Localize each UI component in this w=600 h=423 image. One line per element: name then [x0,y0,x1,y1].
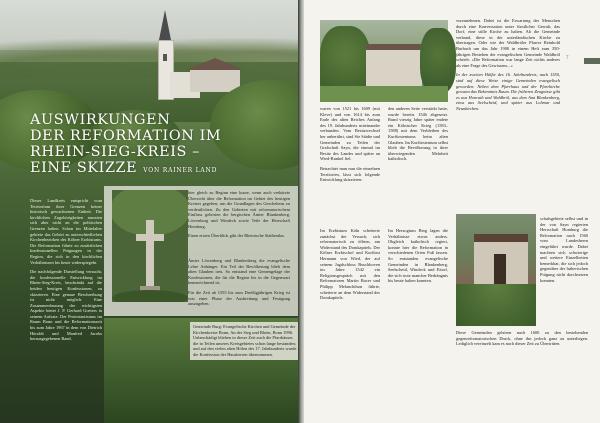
paragraph: In der zweiten Hälfte des 16. Jahrhunderts, nach 1550, sind auf diese Weise einige Gemeinden evangelisch geworden: Neben dem Pfarrhaus und der Pfarrkirche gewann das Bekenntnis Raum. Die früheren Zeugnisse gibt es aus Honrath und Waldbröl, aus dem Amt Blankenberg, etwa aus Seelscheid, und später aus Lohmar und Neunkirchen. [456,72,560,111]
paragraph: Die nachfolgende Darstellung versucht, die konfessionelle Entwicklung im Rhein-Sieg-Kreis, beschränkt auf die beiden heutigen Konfessionen, zu skizzieren. Eine genaue Beschreibung ist nicht möglich. Eine Zusammenfassung der wichtigsten Aspekte bietet J. P. Gerhard Goeters in seinem Aufsatz: Der Protestantismus im Raum Bonn und die Reformationszeit bis zum Jahre 1967 in dem von Dietrich Höroldt und Manfred Jacobs herausgegebenen Band. [30,269,102,342]
paragraph: Diese Gemeinden gehören nach 1600 zu den bestehenden gegenreformatorischen Druck, ohne ihn jedoch ganz zu unterliegen. Lediglich vereinzelt kam es nach dieser Zeit zu Übertritten. [456,330,588,347]
page-tab-marker [584,58,600,64]
paragraph: Ämter Löwenberg und Blankenberg die evangelische Lehre Anhänger. Ein Teil der Bevölkerung blieb dem alten Glauben treu. So entstand eine Gemengelage der Konfessionen, die für die Region bis in die Gegenwart kennzeichnend ist. [188,258,290,286]
right-column-1b [320,228,380,305]
byline: VON RAINER LAND [143,167,218,174]
paragraph: vorzunehmen. Dabei ist die Erwartung des Menschen durch eine Konversation unter fürstlicher Gewalt, das Dorf, eine stille Kirche zu halten. Ab die Gemeinde verband, diese in der unterländischen Kirche zu übertragen. Oder wie der Waldbröler Pfarrer Reinhold Burbach um das Jahr 1900 in einem Heft zum 350-jährigen Bestehen der evangelischen Gemeinde Waldbröl schrieb: »Die Reformation war lange Zeit nichts anderes als eine Frage des Gewissens...« [456,18,560,68]
image-caption: Gemeinde Burg: Evangelische Kirchen und Gemeinde der Kirchenkreise Bonn, An der Sieg und Rhein, Bonn 1996. Unbeschädigt blieben in dieser Zeit auch die Pfarrhäuser, die in Teilen unseres Kreisgebietes schon lange bestanden; und auf den vielen alten Höfen des 17. Jahrhunderts wurde die Konfession der Hausherren übernommen. [190,322,298,360]
page-number: 7 [566,56,569,61]
right-column-2 [388,106,448,166]
right-column-2b [388,228,448,288]
church-window [163,54,167,61]
paragraph: schafsgebiete selbst und in der von Sayn regierten Herrschaft Homburg die Reformation nach 1560 vom Landesherrn eingeführt wurde. Dabei machten sich schwierige und weitere Einzelheiten bemerkbar, die sich jedoch gegenüber der lutherischen Prägung nicht durchsetzen konnten. [540,216,588,283]
paragraph: Für die Zeit ab 1555 bis zum Dreißigjährigen Krieg ist von einer Phase der Ausbreitung und Festigung auszugehen. [188,289,290,307]
right-column-1 [320,106,380,187]
right-column-4 [540,216,588,287]
paragraph: hier gleich zu Beginn eine kurze, wenn auch verkürzte Übersicht über die Reformation im Gebiet des heutigen Kreises gegeben, um die Grundlagen des Geschehens zu verdeutlichen. Zu den Gebieten mit reformatorischem Einfluss gehörten die bergischen Ämter Blankenberg, Löwenburg und Windeck sowie Teile der Herrschaft Homburg. [188,190,290,229]
right-column-3 [456,18,560,116]
wayside-cross-svg [112,190,188,302]
headline-line: DER REFORMATION IM [30,128,222,144]
right-column-5 [456,330,588,351]
church-spire [159,10,171,40]
left-page [0,0,298,423]
paragraph: Im Erzbistum Köln scheiterte zunächst der Versuch, sich reformatorisch zu öffnen, am Widerstand des Domkapitels. Der Kölner Erzbischof und Kurfürst Hermann von Wied, der auf seinem Jagdschloss Buschhoven im Jahre 1542 ein Religionsgespräch mit den Reformatoren Martin Bucer und Philipp Melanchthon führte, scheiterte an dem Widerstand des Domkapitels. [320,228,380,301]
tree [420,28,456,94]
paragraph: waren von 1521 bis 1609 (mit Kleve) und von 1614 bis zum Ende des alten Reiches Anfang des 19. Jahrhunderts miteinander verbunden. Vom Besitzwechsel her unberührt, sind Sie Städte und Gemeinden zu Teilen der Grafschaft Sayn, die einmal im Besitz des Landes und später an Wied-Runkel fiel. [320,106,380,162]
paragraph: den anderen Seite verstärkt hatte, wurde bereits 1546 abgesetzt. Rund vierzig Jahre später endete ein Kölnischer Krieg (1583–1588) mit dem Verbleiben des Kurfürstentums beim alten Glauben. Im Kurfürstentum selbst blieb die Bevölkerung in ihrer überwiegenden Mehrheit katholisch. [388,106,448,162]
article-headline [30,112,298,179]
paragraph: Im Herzogtum Berg lagen die Verhältnisse etwas anders. Obgleich katholisch regiert, konnte hier die Reformation in verschiedenen Orten Fuß fassen. So entstanden evangelische Gemeinden in Blankenberg, Seelscheid, Windeck und Eitorf, die sich trotz mancher Bedrängnis bis heute halten konnten. [388,228,448,284]
paragraph: Betrachtet man nun die einzelnen Territorien, lässt sich folgende Entwicklung skizzieren: [320,165,380,183]
wayside-cross-image [112,190,188,302]
church-building-image [456,214,536,326]
hedge [456,284,536,326]
door [494,254,506,284]
headline-line: EINE SKIZZE [30,160,138,176]
headline-line: AUSWIRKUNGEN [30,112,171,128]
building [366,44,422,90]
right-page [304,0,600,423]
paragraph: Einen ersten Überblick gibt der Rheinische Städteatlas. [188,233,285,239]
church-tower-image [150,10,180,110]
headline-line: RHEIN-SIEG-KREIS – [30,144,200,160]
headline-line-last [30,160,298,179]
parsonage-image [320,20,448,102]
left-column-3 [188,258,290,311]
left-column-2 [188,190,290,243]
lawn [320,86,448,102]
paragraph: Dieser Landkreis entspricht vom Territorium ihrer Grenzen keiner historisch gewachsenen Einheit. Die kirchlichen Zugehörigkeiten mussten sich aber nicht an die politischen Grenzen halten. Schon im Mittelalter gehörte das Gebiet zu unterschiedlichen Kirchenbezirken des Kölner Erzbistums. Die Reformation führte zu zusätzlichen konfessionellen Prägungen in der Region, die sich in den kirchlichen Verhältnissen bis heute widerspiegeln. [30,198,102,265]
left-column-1 [30,198,102,346]
